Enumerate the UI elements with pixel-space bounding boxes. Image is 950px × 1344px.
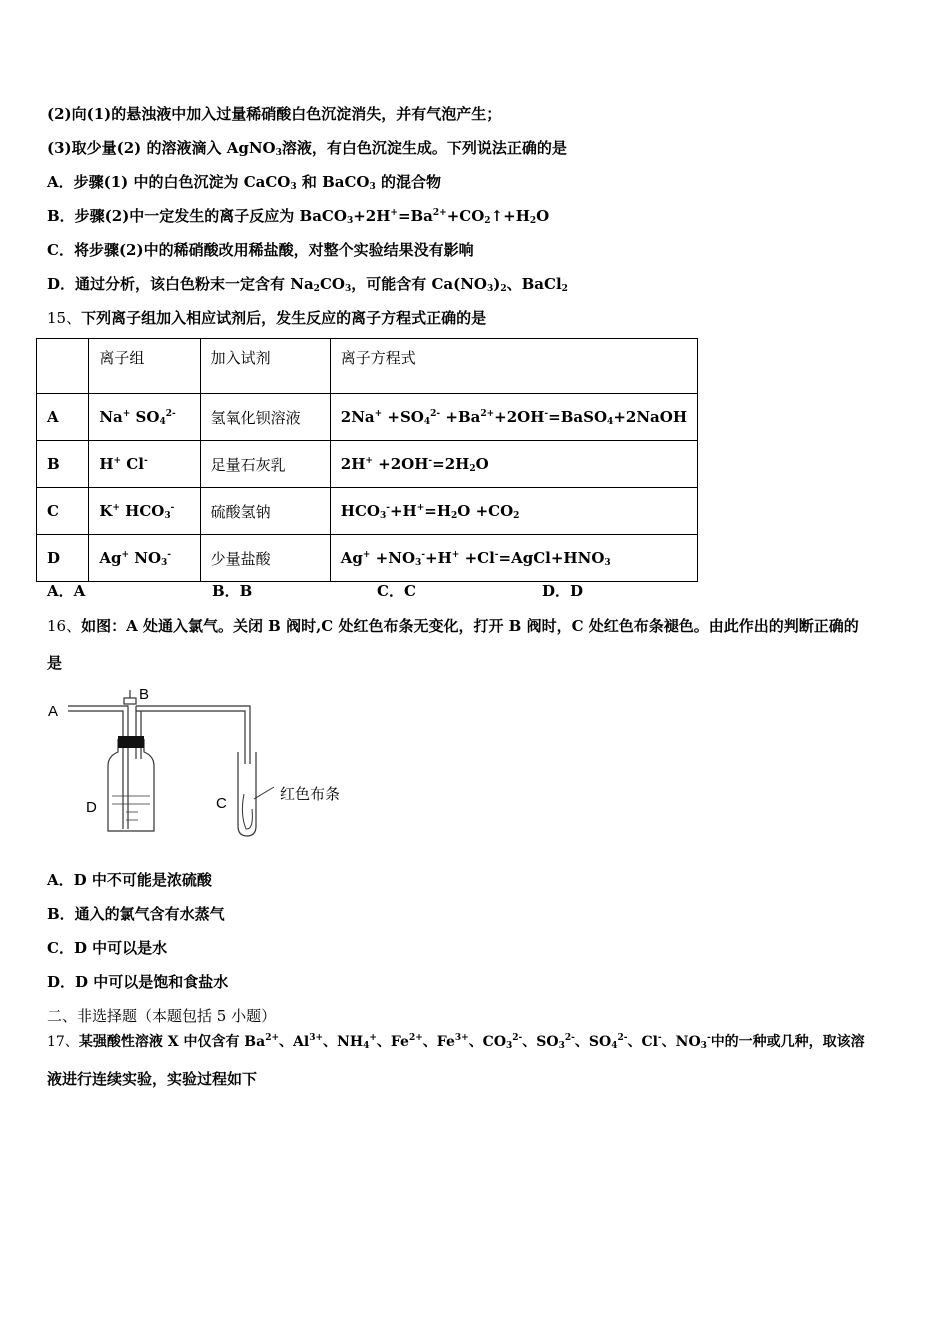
q16-option-b: B．通入的氯气含有水蒸气	[47, 905, 225, 923]
header-cell: 离子方程式	[330, 339, 697, 394]
ion-group: Na+ $SO_4^{2-}$	[89, 394, 200, 441]
ion-table	[36, 338, 698, 582]
q17-stem: 17、某强酸性溶液 X 中仅含有 $Ba^{2+}$、$Al^{3+}$、$NH_4^+$、$Fe^{2+}$、$Fe^{3+}$、$CO_3^{2-}$、$SO_3^{2-}$、$SO_4^{2-}$、Cl-、$NO_3^-$中的一种或几种，取该溶	[47, 1033, 865, 1051]
table-row	[37, 535, 698, 582]
ion-group: Ag+ $NO_3^-$	[89, 535, 200, 582]
table-row	[37, 394, 698, 441]
q16-option-a: A．D 中不可能是浓硫酸	[47, 871, 212, 889]
q14-option-d: D．通过分析，该白色粉末一定含有 $Na_2CO_3$，可能含有 $Ca(NO_3)_2$、BaCl$_2$	[47, 275, 568, 294]
valve-b	[124, 698, 136, 704]
q15-option-a: A．A	[47, 582, 86, 600]
q16-stem: 16、如图：A 处通入氯气。关闭 B 阀时,C 处红色布条无变化，打开 B 阀时，C 处红色布条褪色。由此作出的判断正确的	[47, 617, 859, 635]
q15-option-b: B．B	[212, 582, 253, 600]
q15-option-c: C．C	[377, 582, 416, 600]
ion-table-header	[37, 339, 698, 394]
header-cell	[37, 339, 89, 394]
reagent: 少量盐酸	[200, 535, 330, 582]
intro-step3: (3)取少量(2) 的溶液滴入 AgNO$_3$溶液，有白色沉淀生成。下列说法正确的是	[47, 139, 567, 158]
cloth-label: 红色布条	[280, 785, 341, 803]
equation: $Ag^+ +NO_3^-+H^+$ $+Cl^-=AgCl+HNO_3$	[330, 535, 697, 582]
stopper	[118, 736, 144, 748]
intro-step2: (2)向(1)的悬浊液中加入过量稀硝酸白色沉淀消失，并有气泡产生；	[47, 105, 502, 123]
q15-stem: 15、下列离子组加入相应试剂后，发生反应的离子方程式正确的是	[47, 309, 487, 327]
row-label: B	[37, 441, 89, 488]
header-cell: 离子组	[89, 339, 200, 394]
q17-stem-cont: 液进行连续实验，实验过程如下	[47, 1070, 258, 1088]
reagent: 硫酸氢钠	[200, 488, 330, 535]
equation: $HCO_3^-+H^+=H_2O +CO_2$	[330, 488, 697, 535]
row-label: D	[37, 535, 89, 582]
q16-option-c: C．D 中可以是水	[47, 939, 168, 957]
outlet-tube	[136, 706, 250, 764]
section-heading: 二、非选择题（本题包括 5 小题）	[47, 1007, 277, 1025]
equation: $2Na^+ +SO_4^{2-}$ $+Ba^{2+}+2OH^-=BaSO_4+2NaOH$	[330, 394, 697, 441]
bottle-d	[108, 739, 154, 831]
label-b: B	[139, 686, 150, 703]
test-tube-c	[238, 752, 256, 836]
q16-stem-cont: 是	[47, 654, 63, 672]
ion-group: H+ Cl-	[89, 441, 200, 488]
q15-option-d: D．D	[542, 582, 584, 600]
label-d: D	[86, 799, 97, 816]
table-row	[37, 488, 698, 535]
row-label: C	[37, 488, 89, 535]
q14-option-b: B．步骤(2)中一定发生的离子反应为 $BaCO_3+2H^+=Ba^{2+}+CO_2↑+H_2O$	[47, 207, 550, 226]
q16-option-d: D．D 中可以是饱和食盐水	[47, 973, 229, 991]
apparatus-figure	[40, 684, 360, 839]
row-label: A	[37, 394, 89, 441]
label-c: C	[216, 795, 227, 812]
equation: $2H^+ +2OH^-=2H_2O$	[330, 441, 697, 488]
q14-option-a: A．步骤(1) 中的白色沉淀为 CaCO$_3$ 和 BaCO$_3$ 的混合物	[47, 173, 442, 192]
inlet-tube	[68, 706, 128, 829]
reagent: 氢氧化钡溶液	[200, 394, 330, 441]
table-row	[37, 441, 698, 488]
header-cell: 加入试剂	[200, 339, 330, 394]
ion-group: K+ $HCO_3^-$	[89, 488, 200, 535]
q14-option-c: C．将步骤(2)中的稀硝酸改用稀盐酸，对整个实验结果没有影响	[47, 241, 474, 259]
label-a: A	[48, 703, 59, 720]
reagent: 足量石灰乳	[200, 441, 330, 488]
